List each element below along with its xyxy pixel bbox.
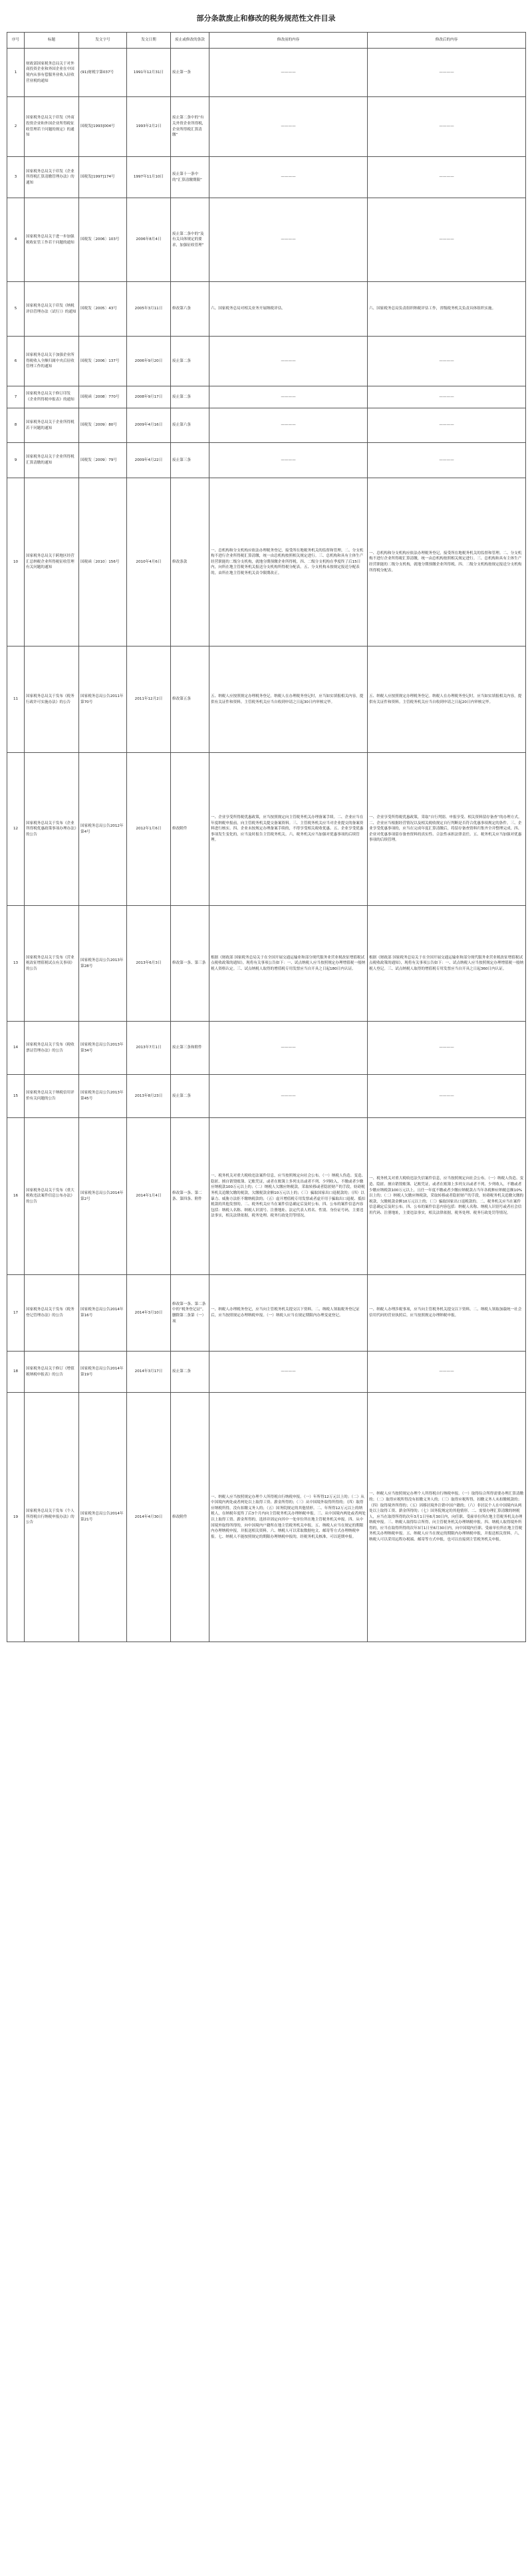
cell-scope: 修改附件 (171, 1393, 209, 1642)
cell-original: ———— (209, 97, 368, 157)
cell-revised: ———— (368, 157, 526, 198)
cell-doc-no: 国家税务总局公告2013年第28号 (79, 906, 127, 1022)
table-row (7, 646, 526, 753)
table-row (7, 198, 526, 282)
cell-date: 2011年12月2日 (127, 646, 171, 753)
table-row (7, 1352, 526, 1393)
cell-no: 13 (7, 906, 25, 1022)
cell-no: 1 (7, 49, 25, 97)
cell-original: ———— (209, 198, 368, 282)
cell-original: 一、纳税人应当按照规定办理个人所得税自行纳税申报。（一）年所得12万元以上的；（二）从中国境内两处或者两处以上取得工资、薪金所得的；（三）从中国境外取得所得的；（四）取得应纳税所得，没有扣缴义务人的；（五）国务院规定的其他情形。二、年所得12万元以上的纳税人，在纳税年度终了后3个月内向主管税务机关办理纳税申报。三、从中国境内两处或者两处以上取得工资、薪金所得的，选择并固定向其中一处单位所在地主管税务机关申报。四、从中国境外取得所得的，向中国境内户籍所在地主管税务机关申报。五、纳税人应当在规定的期限内办理纳税申报，并报送相关资料。六、纳税人可以采取数据电文、邮寄等方式办理纳税申报。七、纳税人不能按照规定的期限办理纳税申报的，经税务机关核准，可以延期申报。 (209, 1393, 368, 1642)
cell-revised: 一、税务机关对重大税收违法失信案件信息，应当按照规定向社会公布。（一）纳税人伪造、变造、隐匿、擅自销毁账簿、记账凭证，或者在账簿上多列支出或者不列、少列收入，不缴或者少缴应纳税款100万元以上，且任一年度不缴或者少缴应纳税款占当年各税种应纳税总额10%以上的；（二）纳税人欠缴应纳税款，采取转移或者隐匿财产的手段，妨碍税务机关追缴欠缴的税款，欠缴税款金额10万元以上的；（三）骗取国家出口退税款的。二、税务机关应当在案件信息确定后及时公布。四、公布的案件信息内容包括：纳税人名称、纳税人识别号或者社会信用代码、注册地址，主要违法事实，相关法律依据，税务处理、税务行政处罚等情况。 (368, 1118, 526, 1275)
cell-scope: 废止第二条 (171, 1352, 209, 1393)
cell-doc-no: 国税发[1993]004号 (79, 97, 127, 157)
table-row (7, 408, 526, 443)
header-original: 修改前的内容 (209, 33, 368, 49)
cell-name: 国家税务总局关于发布《营业税改征增值税试点有关事项》的公告 (25, 906, 79, 1022)
cell-scope: 废止第六条 (171, 408, 209, 443)
cell-name: 国家税务总局关于印发《纳税评估管理办法（试行）》的通知 (25, 282, 79, 337)
cell-name: 国家税务总局关于加强企业所得税收入全额归属中央后征收管理工作的通知 (25, 337, 79, 386)
cell-original: 一、税务机关对重大税收违法案件信息，应当按照规定向社会公布。（一）纳税人伪造、变造、隐匿、擅自销毁账簿、记账凭证，或者在账簿上多列支出或者不列、少列收入，不缴或者少缴应纳税款100万元以上的；（二）纳税人欠缴应纳税款，采取转移或者隐匿财产的手段，妨碍税务机关追缴欠缴的税款，欠缴税款金额10万元以上的；（三）骗取国家出口退税款的；（四）以暴力、威胁方法拒不缴纳税款的；（五）虚开增值税专用发票或者虚开用于骗取出口退税、抵扣税款的其他发票的。二、税务机关应当在案件信息确定后及时公布。四、公布的案件信息内容包括：纳税人名称、纳税人识别号、注册地址、法定代表人姓名、性别、身份证号码，主要违法事实，相关法律依据，税务处理、税务行政处罚等情况。 (209, 1118, 368, 1275)
cell-scope: 修改第一条、第二条、第四条、附件 (171, 1118, 209, 1275)
cell-doc-no: 国税发〔2006〕137号 (79, 337, 127, 386)
table-row (7, 1393, 526, 1642)
cell-doc-no: 国家税务总局公告2014年第2号 (79, 1118, 127, 1275)
cell-name: 国家税务总局关于企业所得税若干问题的通知 (25, 408, 79, 443)
cell-doc-no: (91)财税字第037号 (79, 49, 127, 97)
cell-scope: 修改第六条 (171, 282, 209, 337)
cell-revised: ———— (368, 1075, 526, 1118)
table-body (7, 49, 526, 1642)
cell-scope: 修改第一条、第二条中的“税务登记证”，删除第二条第（一）项 (171, 1275, 209, 1352)
table-row (7, 1075, 526, 1118)
cell-doc-no: 国家税务总局公告2014年第21号 (79, 1393, 127, 1642)
cell-date: 1997年11月10日 (127, 157, 171, 198)
cell-original: 五、纳税人应按照规定办理税务登记。纳税人在办理税务登记时，应当如实填报相关内容，提供有关证件和资料。主管税务机关应当自收到申请之日起30日内审核完毕。 (209, 646, 368, 753)
table-row (7, 282, 526, 337)
table-row (7, 1118, 526, 1275)
cell-original: ———— (209, 157, 368, 198)
cell-doc-no: 国家税务总局公告2013年第34号 (79, 1022, 127, 1075)
cell-date: 2009年4月22日 (127, 443, 171, 478)
table-row (7, 906, 526, 1022)
cell-date: 2010年4月6日 (127, 478, 171, 646)
cell-no: 2 (7, 97, 25, 157)
cell-original: 一、总机构和分支机构应依法办理税务登记，接受所在地税务机关的监督和管理。二、分支机构不进行企业所得税汇算清缴，统一由总机构按照相关规定进行。三、总机构和具有主体生产经营职能的二级分支机构，就地分期预缴企业所得税。四、二级分支机构在季度终了后15日内，向所在地主管税务机关报送分支机构所得税分配表。五、分支机构未按规定报送分配表的，由所在地主管税务机关责令限期改正。 (209, 478, 368, 646)
cell-original: 一、纳税人办理税务登记，应当向主管税务机关提交以下资料。二、纳税人领取税务登记证后，应当按照规定办理纳税申报。（一）纳税人应当在规定期限内办理变更登记。 (209, 1275, 368, 1352)
table-row (7, 337, 526, 386)
cell-name: 国家税务总局关于发布《税务行政许可实施办法》的公告 (25, 646, 79, 753)
cell-revised: ———— (368, 1022, 526, 1075)
table-header-row (7, 33, 526, 49)
cell-doc-no: 国税发〔2009〕79号 (79, 443, 127, 478)
cell-name: 国家税务总局关于发布《个人所得税自行纳税申报办法》的公告 (25, 1393, 79, 1642)
cell-name: 国家税务总局关于发布《税务登记管理办法》的公告 (25, 1275, 79, 1352)
cell-revised: ———— (368, 97, 526, 157)
cell-scope: 废止第二条 (171, 337, 209, 386)
cell-scope: 修改第一条、第三条 (171, 906, 209, 1022)
cell-no: 12 (7, 753, 25, 906)
cell-doc-no: 国税发〔2009〕80号 (79, 408, 127, 443)
cell-no: 5 (7, 282, 25, 337)
cell-scope: 废止第二条中的“有关外资企业所得税，企业所得税汇算清缴” (171, 97, 209, 157)
cell-original: ———— (209, 386, 368, 408)
cell-no: 16 (7, 1118, 25, 1275)
cell-scope: 废止第二条中的“及有关具体规定的要求，加强征收管理” (171, 198, 209, 282)
cell-revised: 六、国家税务总局负责组织纳税评估工作，省级税务机关负责具体组织实施。 (368, 282, 526, 337)
cell-no: 6 (7, 337, 25, 386)
cell-revised: ———— (368, 337, 526, 386)
cell-revised: ———— (368, 386, 526, 408)
cell-scope: 废止第三条和附件 (171, 1022, 209, 1075)
document-title: 部分条款废止和修改的税务规范性文件目录 (196, 14, 336, 23)
cell-original: ———— (209, 443, 368, 478)
cell-revised: 根据《财政部 国家税务总局关于在全国开展交通运输业和部分现代服务业营业税改征增值税试点税收政策的通知》，现将有关事项公告如下：一、试点纳税人应当按照规定办理增值税一般纳税人登记。三、试点纳税人取得的增值税专用发票应当自开具之日起360日内认证。 (368, 906, 526, 1022)
cell-date: 1993年2月2日 (127, 97, 171, 157)
cell-no: 3 (7, 157, 25, 198)
cell-no: 11 (7, 646, 25, 753)
cell-no: 19 (7, 1393, 25, 1642)
table-row (7, 478, 526, 646)
cell-name: 国家税务总局关于企业所得税汇算清缴的通知 (25, 443, 79, 478)
cell-original: ———— (209, 408, 368, 443)
cell-no: 17 (7, 1275, 25, 1352)
cell-date: 2013年7月1日 (127, 1022, 171, 1075)
cell-doc-no: 国税函〔2010〕156号 (79, 478, 127, 646)
cell-date: 2014年3月10日 (127, 1275, 171, 1352)
cell-date: 2014年4月30日 (127, 1393, 171, 1642)
cell-doc-no: 国税发〔2005〕43号 (79, 282, 127, 337)
cell-scope: 废止第一条 (171, 49, 209, 97)
cell-date: 2005年3月11日 (127, 282, 171, 337)
header-scope: 废止或修改的条款 (171, 33, 209, 49)
cell-scope: 废止第二条 (171, 386, 209, 408)
table-row (7, 49, 526, 97)
cell-original: ———— (209, 1352, 368, 1393)
header-no: 序号 (7, 33, 25, 49)
cell-no: 10 (7, 478, 25, 646)
cell-name: 国家税务总局关于跨地区经营汇总纳税企业所得税征收管理有关问题的通知 (25, 478, 79, 646)
cell-no: 4 (7, 198, 25, 282)
cell-name: 财政部国家税务总局关于对外商投资企业和外国企业在中国境内从事有偿服务业收入征收营业税的通知 (25, 49, 79, 97)
cell-doc-no: 国家税务总局公告2013年第45号 (79, 1075, 127, 1118)
cell-date: 2006年8月4日 (127, 198, 171, 282)
cell-original: 一、企业享受所得税优惠政策，应当按照规定向主管税务机关办理备案手续。二、企业应当在年度纳税申报前，向主管税务机关提交备案资料。三、主管税务机关应当对企业提交的备案资料进行核实。四、企业未按规定办理备案手续的，不得享受相关税收优惠。五、企业享受优惠事项发生变化的，应当及时报告主管税务机关。六、税务机关应当加强对优惠事项的后续管理。 (209, 753, 368, 906)
cell-name: 国家税务总局关于进一步加强税收征管工作若干问题的通知 (25, 198, 79, 282)
revision-table (7, 32, 526, 1642)
cell-scope: 修改第五条 (171, 646, 209, 753)
cell-revised: 五、纳税人应按照规定办理税务登记。纳税人在办理税务登记时，应当如实填报相关内容，提供有关证件和资料。主管税务机关应当自收到申请之日起20日内审核完毕。 (368, 646, 526, 753)
table-row (7, 443, 526, 478)
cell-date: 2013年8月23日 (127, 1075, 171, 1118)
cell-original: ———— (209, 49, 368, 97)
cell-revised: ———— (368, 443, 526, 478)
cell-name: 国家税务总局关于修订印发《企业所得税申报表》的通知 (25, 386, 79, 408)
cell-scope: 废止第十一条中的“汇算清缴期限” (171, 157, 209, 198)
cell-name: 国家税务总局关于印发《企业所得税汇算清缴管理办法》的通知 (25, 157, 79, 198)
table-row (7, 157, 526, 198)
cell-doc-no: 国家税务总局公告2014年第19号 (79, 1352, 127, 1393)
cell-revised: 一、纳税人应当按照规定办理个人所得税自行纳税申报。（一）取得综合所得需要办理汇算清缴的；（二）取得应税所得没有扣缴义务人的；（三）取得应税所得，扣缴义务人未扣缴税款的；（四）取得境外所得的；（五）因移居境外注销中国户籍的；（六）非居民个人在中国境内从两处以上取得工资、薪金所得的；（七）国务院规定的其他情形。二、需要办理汇算清缴的纳税人，应当在取得所得的次年3月1日至6月30日内，向任职、受雇单位所在地主管税务机关办理纳税申报。三、纳税人取得综合所得，向主管税务机关办理纳税申报。四、纳税人取得境外所得的，应当在取得所得的次年3月1日至6月30日内，向中国境内任职、受雇单位所在地主管税务机关办理纳税申报。五、纳税人应当在规定的期限内办理纳税申报，并报送相关资料。六、纳税人可以采用远程办税端、邮寄等方式申报，也可以直接到主管税务机关申报。 (368, 1393, 526, 1642)
header-doc-no: 发文字号 (79, 33, 127, 49)
cell-doc-no: 国家税务总局公告2012年第4号 (79, 753, 127, 906)
cell-date: 2014年1月4日 (127, 1118, 171, 1275)
cell-no: 18 (7, 1352, 25, 1393)
header-date: 发文日期 (127, 33, 171, 49)
table-row (7, 1275, 526, 1352)
cell-revised: 一、企业享受所得税优惠政策，采取“自行判别、申报享受、相关资料留存备查”的办理方式。二、企业应当根据经营情况以及相关税收规定自行判断是否符合优惠事项规定的条件。三、企业享受优惠事项的，应当在完成年度汇算清缴后，将留存备查资料归集齐全并整理完成。四、企业对优惠事项留存备查资料的真实性、合法性承担法律责任。五、税务机关应当加强对优惠事项的后续管理。 (368, 753, 526, 906)
cell-no: 15 (7, 1075, 25, 1118)
cell-revised: ———— (368, 49, 526, 97)
cell-date: 2013年6月3日 (127, 906, 171, 1022)
cell-original: 六、国家税务总局对相关业务开展纳税评估。 (209, 282, 368, 337)
cell-name: 国家税务总局关于修订《增值税纳税申报表》的公告 (25, 1352, 79, 1393)
cell-name: 国家税务总局关于发布《税收票证管理办法》的公告 (25, 1022, 79, 1075)
header-name: 标题 (25, 33, 79, 49)
cell-name: 国家税务总局关于发布《重大税收违法案件信息公布办法》的公告 (25, 1118, 79, 1275)
cell-scope: 修改附件 (171, 753, 209, 906)
cell-doc-no: 国税函〔2008〕770号 (79, 386, 127, 408)
cell-revised: ———— (368, 408, 526, 443)
cell-original: ———— (209, 1075, 368, 1118)
header-revised: 修改后的内容 (368, 33, 526, 49)
cell-date: 2014年3月17日 (127, 1352, 171, 1393)
cell-scope: 废止第二条 (171, 1075, 209, 1118)
cell-date: 1991年12月31日 (127, 49, 171, 97)
cell-no: 9 (7, 443, 25, 478)
cell-revised: 一、纳税人办理涉税事项，应当向主管税务机关提交以下资料。二、纳税人领取加载统一社会信用代码的营业执照后，应当按照规定办理纳税申报。 (368, 1275, 526, 1352)
cell-date: 2006年9月20日 (127, 337, 171, 386)
table-row (7, 386, 526, 408)
cell-name: 国家税务总局关于发布《企业所得税优惠政策事项办理办法》的公告 (25, 753, 79, 906)
cell-name: 国家税务总局关于纳税信用评价有关问题的公告 (25, 1075, 79, 1118)
cell-scope: 废止第三条 (171, 443, 209, 478)
cell-date: 2009年4月16日 (127, 408, 171, 443)
cell-original: ———— (209, 337, 368, 386)
table-row (7, 1022, 526, 1075)
cell-doc-no: 国税发[1997]174号 (79, 157, 127, 198)
cell-doc-no: 国家税务总局公告2011年第70号 (79, 646, 127, 753)
cell-revised: 一、总机构和分支机构应依法办理税务登记，接受所在地税务机关的监督和管理。二、分支机构不进行企业所得税汇算清缴，统一由总机构按照相关规定进行。三、总机构和具有主体生产经营职能的二级分支机构，就地分期预缴企业所得税。四、二级分支机构按规定报送分支机构所得税分配表。 (368, 478, 526, 646)
cell-doc-no: 国税发〔2006〕103号 (79, 198, 127, 282)
cell-no: 14 (7, 1022, 25, 1075)
table-row (7, 97, 526, 157)
cell-revised: ———— (368, 198, 526, 282)
cell-original: ———— (209, 1022, 368, 1075)
table-row (7, 753, 526, 906)
cell-doc-no: 国家税务总局公告2014年第16号 (79, 1275, 127, 1352)
cell-date: 2012年1月6日 (127, 753, 171, 906)
cell-revised: ———— (368, 1352, 526, 1393)
cell-no: 8 (7, 408, 25, 443)
cell-no: 7 (7, 386, 25, 408)
cell-date: 2008年9月17日 (127, 386, 171, 408)
cell-name: 国家税务总局关于印发《外商投资企业和外国企业所得税征收管理若干问题的规定》的通知 (25, 97, 79, 157)
cell-scope: 修改条款 (171, 478, 209, 646)
cell-original: 根据《财政部 国家税务总局关于在全国开展交通运输业和部分现代服务业营业税改征增值税试点税收政策的通知》，现将有关事项公告如下：一、试点纳税人应当按照规定办理增值税一般纳税人资格认定。三、试点纳税人取得的增值税专用发票应当自开具之日起180日内认证。 (209, 906, 368, 1022)
